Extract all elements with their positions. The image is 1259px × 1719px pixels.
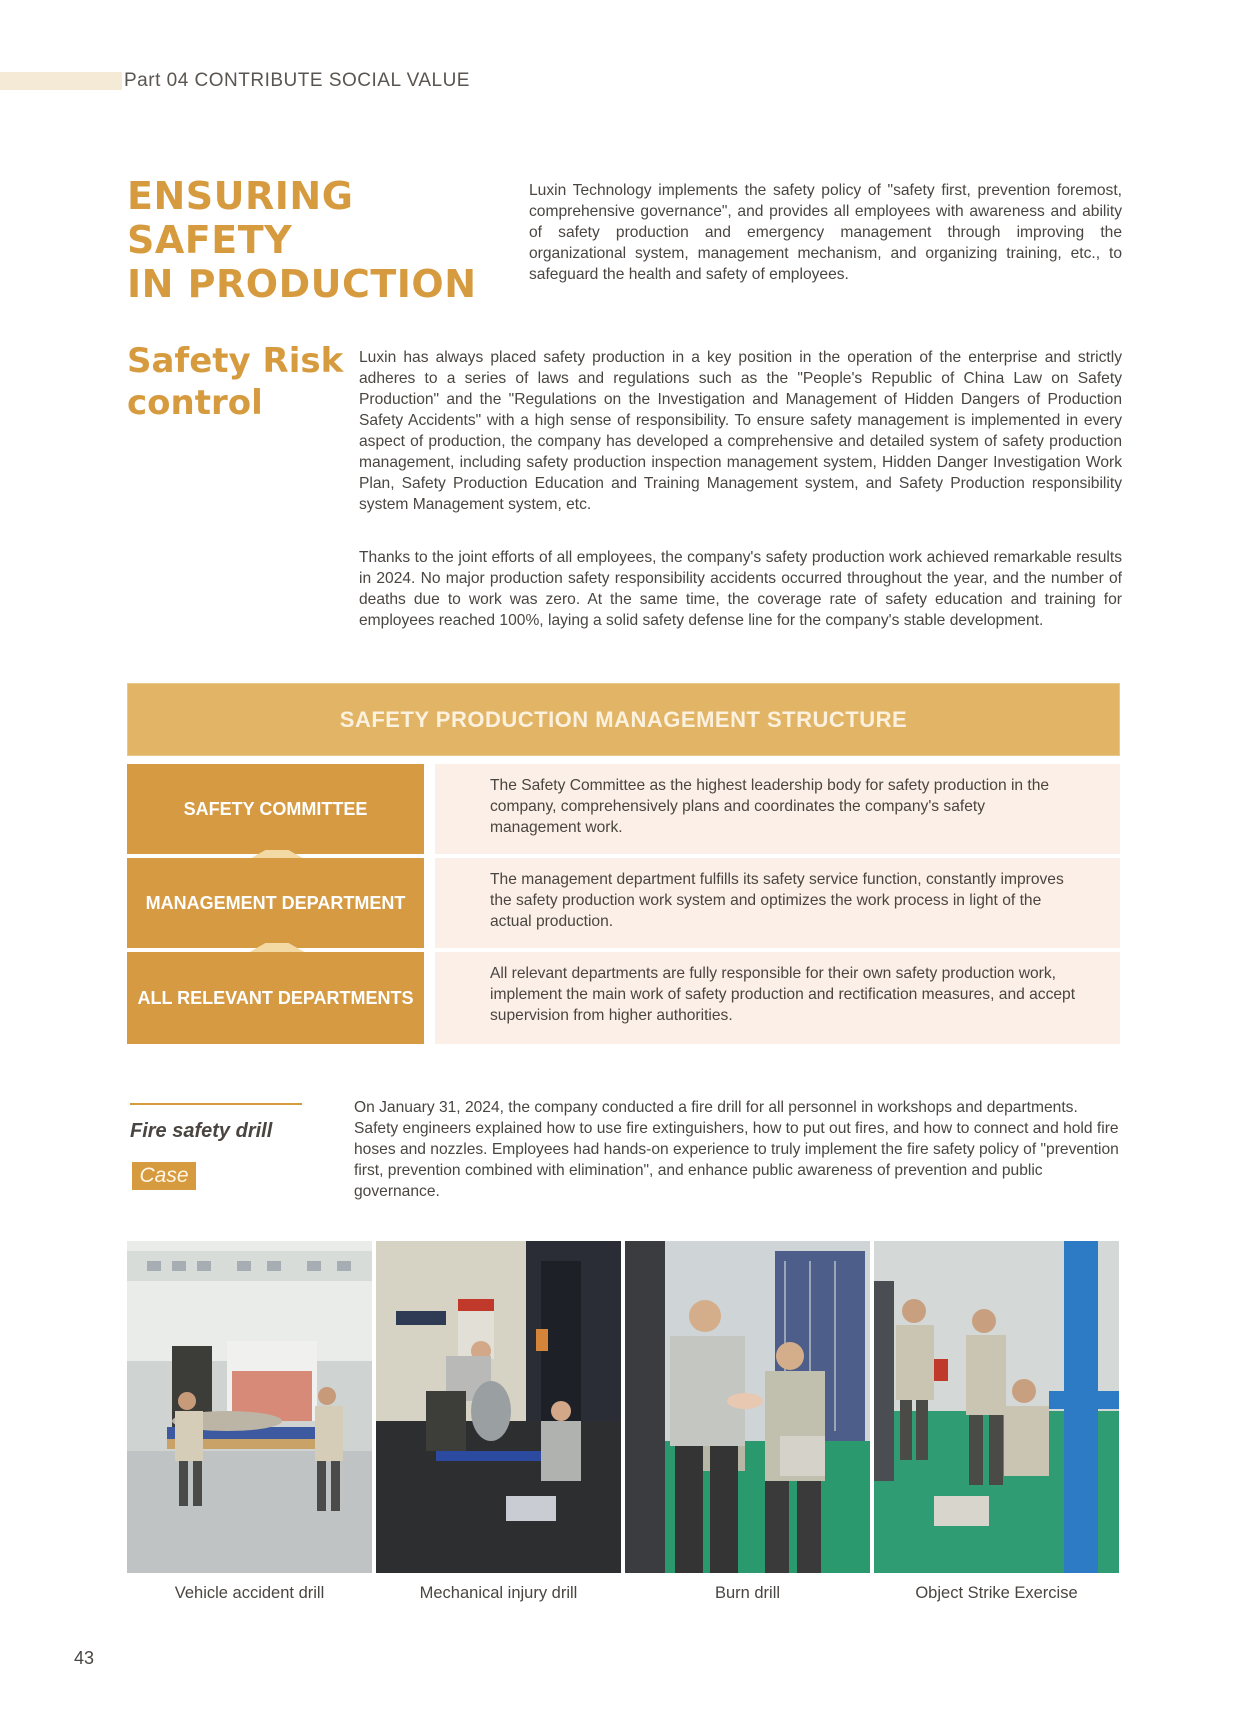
photo-object-strike-exercise <box>874 1241 1119 1573</box>
page-title-line1: ENSURING SAFETY <box>127 174 354 262</box>
structure-row-desc: The Safety Committee as the highest leadership body for safety production in the company, comprehensively plans and coordinates the company's safety management work. <box>435 764 1120 854</box>
photo-mechanical-injury-drill <box>376 1241 621 1573</box>
structure-row-label: ALL RELEVANT DEPARTMENTS <box>127 952 424 1044</box>
structure-row-safety-committee <box>127 764 1120 854</box>
structure-title: SAFETY PRODUCTION MANAGEMENT STRUCTURE <box>127 683 1120 756</box>
header-accent-band <box>0 72 122 90</box>
case-divider <box>130 1103 302 1105</box>
photo-vehicle-accident-drill <box>127 1241 372 1573</box>
case-badge: Case <box>132 1162 196 1190</box>
structure-row-management-department <box>127 858 1120 948</box>
photo-caption: Mechanical injury drill <box>419 1584 578 1602</box>
structure-row-all-relevant-departments <box>127 952 1120 1044</box>
section-title <box>127 340 347 424</box>
photo-burn-drill <box>625 1241 870 1573</box>
page-number: 43 <box>74 1648 95 1668</box>
section-paragraph-1: Luxin has always placed safety production in a key position in the operation of the enterprise and strictly adheres to a series of laws and regulations such as the "People's Republic of China Law on Safety Production" and the "Regulations on the Investigation and Management of Hidden Dangers of Production Safety Accidents" with a high sense of responsibility. To ensure safety management is implemented in every aspect of production, the company has developed a comprehensive and detailed system of safety production management, including safety production inspection management system, Hidden Danger Investigation Work Plan, Safety Production Education and Training Management system, and Safety Production responsibility system Management system, etc. <box>359 349 1122 513</box>
section-header: Part 04 CONTRIBUTE SOCIAL VALUE <box>124 70 470 91</box>
intro-paragraph: Luxin Technology implements the safety policy of "safety first, prevention foremost, comprehensive governance", and provides all employees with awareness and ability of safety production and emergency management through improving the organizational system, management mechanism, and organizing training, etc., to safeguard the health and safety of employees. <box>529 182 1122 283</box>
case-title: Fire safety drill <box>130 1120 273 1142</box>
page-title <box>127 174 507 306</box>
structure-row-label: MANAGEMENT DEPARTMENT <box>127 858 424 948</box>
case-paragraph: On January 31, 2024, the company conducted a fire drill for all personnel in workshops and departments. Safety engineers explained how to use fire extinguishers, how to put out fires, and how to connect and hold fire hoses and nozzles. Employees had hands-on experience to truly implement the fire safety policy of "prevention first, prevention combined with elimination", and enhance public awareness of prevention and public governance. <box>354 1099 1119 1200</box>
structure-row-desc: All relevant departments are fully responsible for their own safety production work, implement the main work of safety production and rectification measures, and accept supervision from higher authorities. <box>435 952 1120 1044</box>
page-title-line2: IN PRODUCTION <box>127 262 477 306</box>
section-title-line2: control <box>127 383 263 423</box>
section-paragraph-2: Thanks to the joint efforts of all employees, the company's safety production work achieved remarkable results in 2024. No major production safety responsibility accidents occurred throughout the year, and the number of deaths due to work was zero. At the same time, the coverage rate of safety education and training for employees reached 100%, laying a solid safety defense line for the company's stable development. <box>359 549 1122 629</box>
photo-caption: Burn drill <box>714 1584 781 1602</box>
structure-row-desc: The management department fulfills its safety service function, constantly improves the safety production work system and optimizes the work process in light of the actual production. <box>435 858 1120 948</box>
photo-caption: Object Strike Exercise <box>915 1584 1078 1602</box>
section-title-line1: Safety Risk <box>127 341 344 381</box>
structure-row-label: SAFETY COMMITTEE <box>127 764 424 854</box>
photo-caption: Vehicle accident drill <box>174 1584 325 1602</box>
